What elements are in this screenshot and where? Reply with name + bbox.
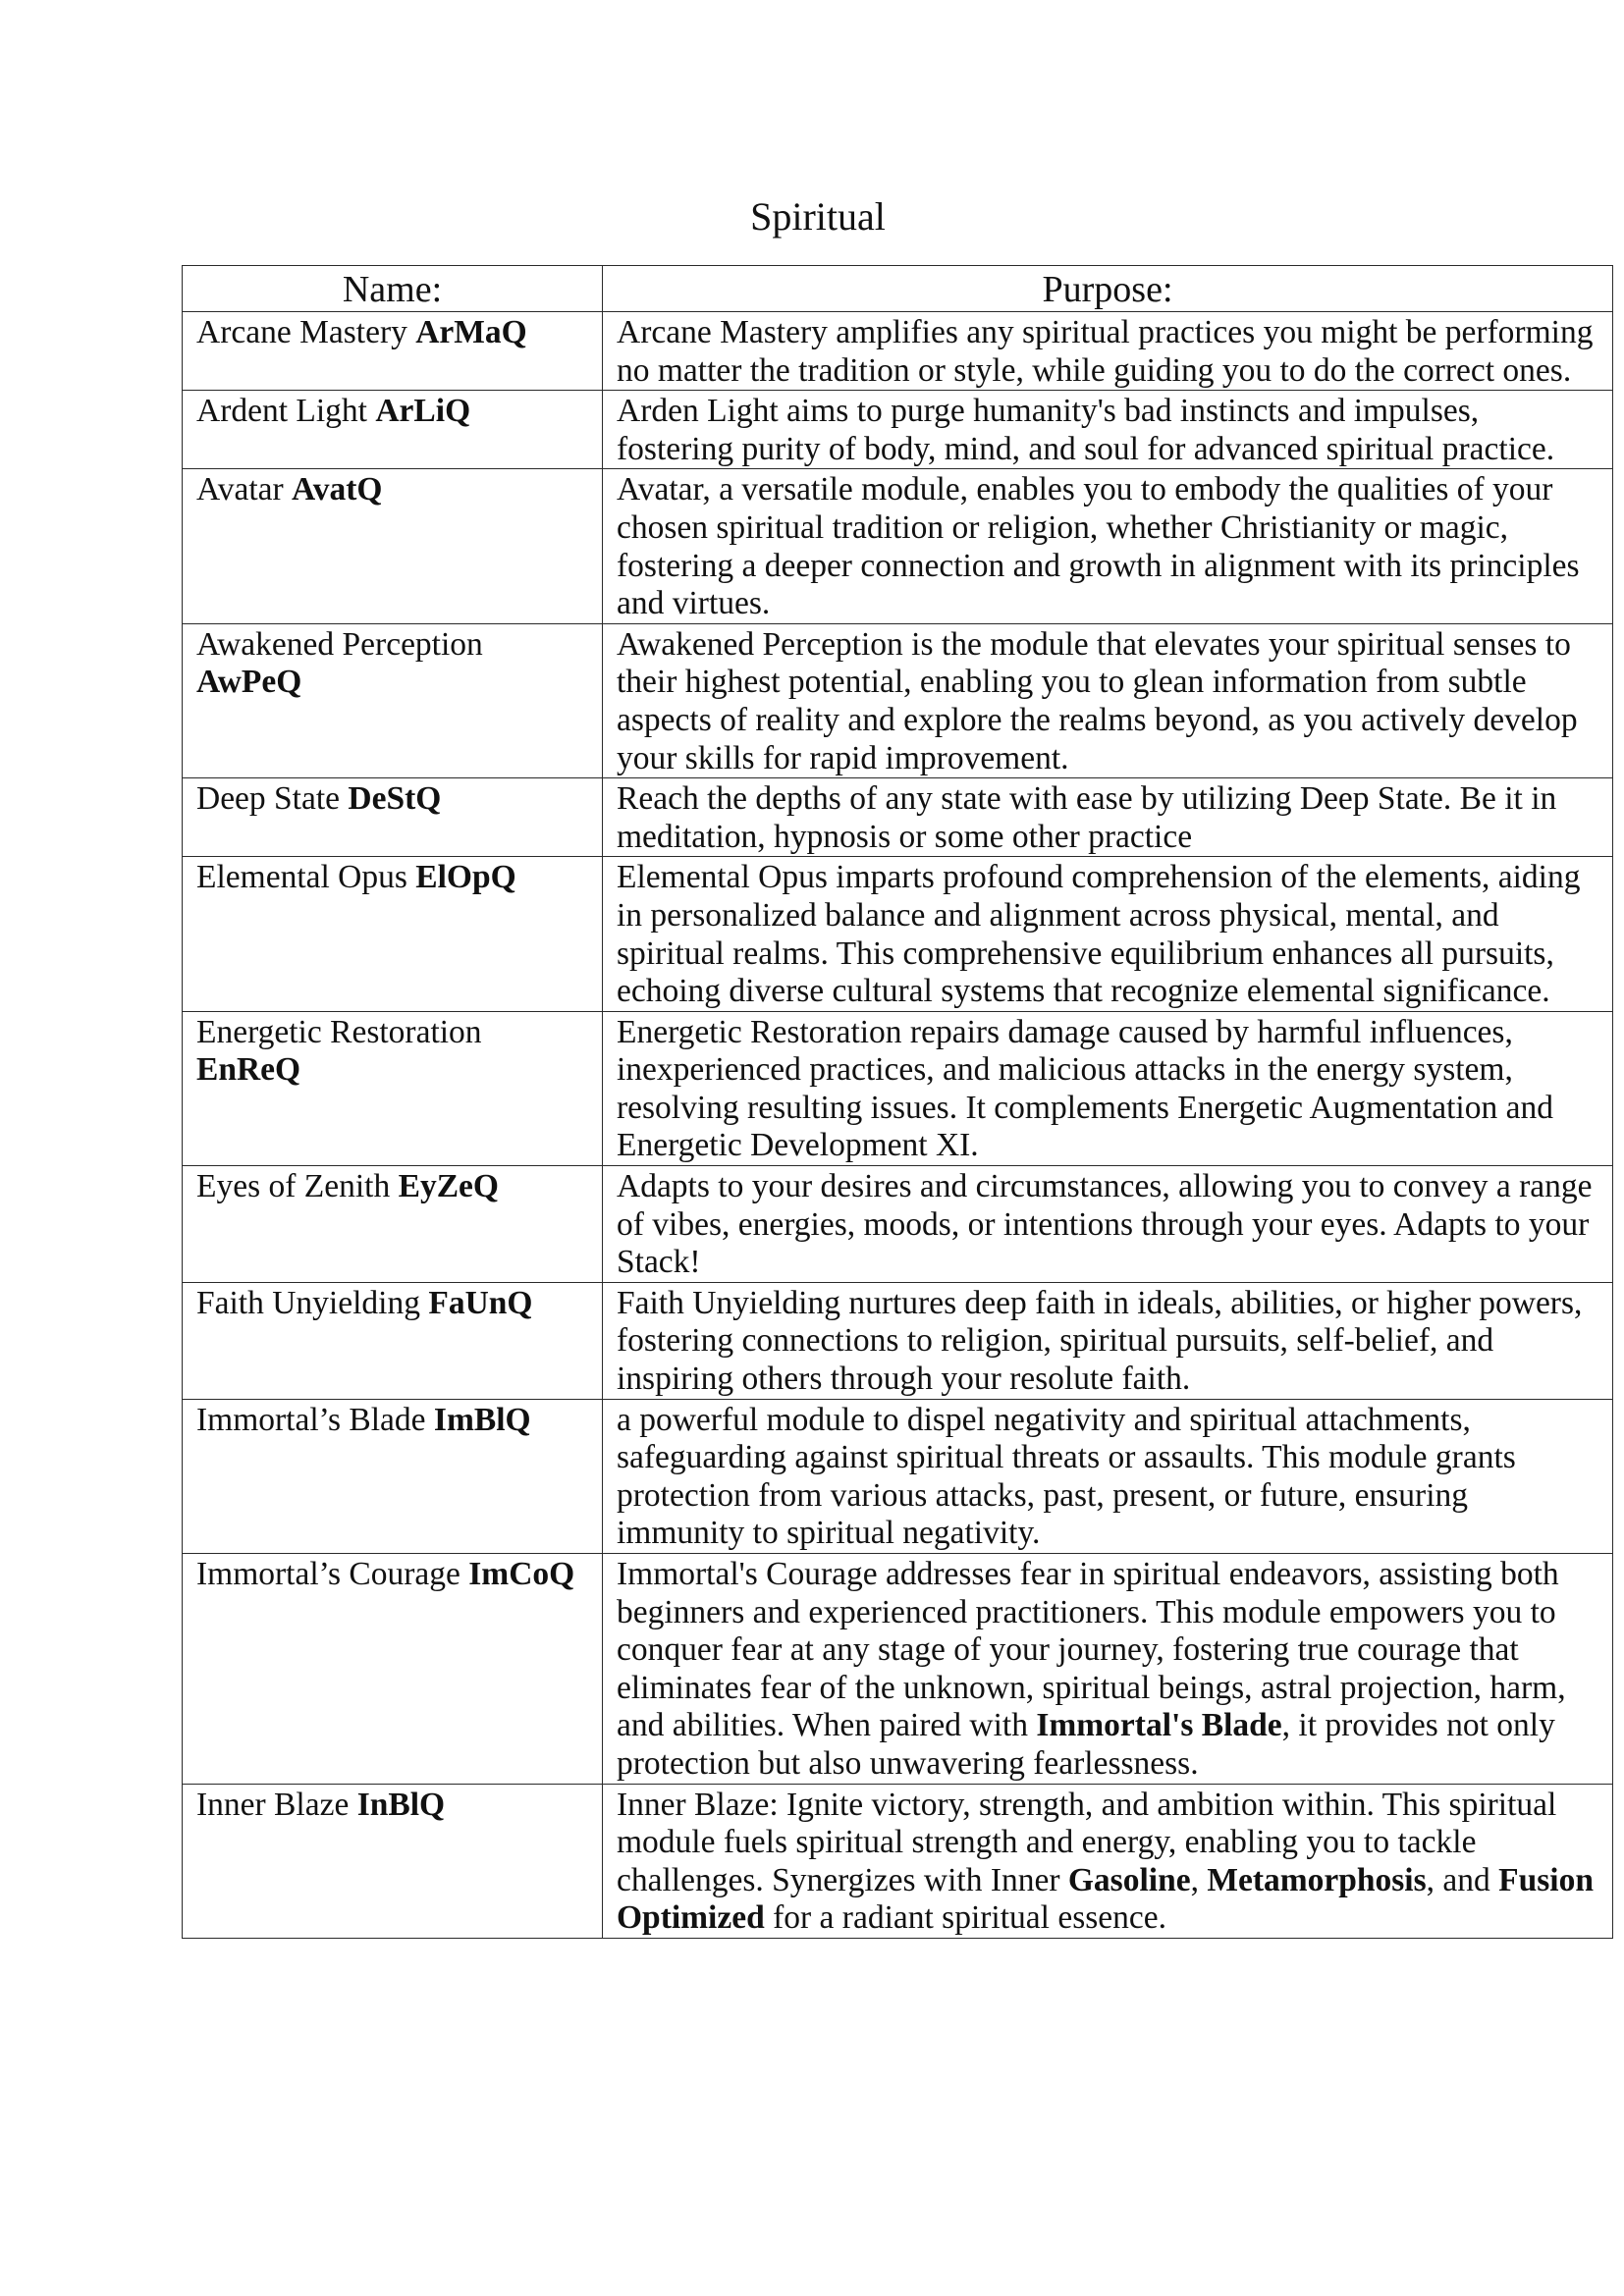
module-code: ImCoQ	[468, 1556, 575, 1592]
purpose-text: Avatar, a versatile module, enables you to embody the qualities of your chosen spiritual tradition or religion, whether Christianity or magic, fostering a deeper connection and growth in alignment with its principles and virtues.	[617, 471, 1580, 622]
purpose-text: Energetic Restoration repairs damage caused by harmful influences, inexperienced practices, and malicious attacks in the energy system, resolving resulting issues. It complements Energetic Augmentation and Energetic Development XI.	[617, 1013, 1553, 1164]
module-purpose-cell	[603, 1282, 1613, 1399]
module-name: Immortal’s Courage	[196, 1556, 460, 1592]
table-row	[183, 857, 1613, 1011]
module-name: Faith Unyielding	[196, 1284, 420, 1321]
module-name-cell	[183, 312, 603, 391]
purpose-text: Inner Blaze: Ignite victory, strength, and ambition within. This spiritual module fuels spiritual strength and energy, enabling you to tackle challenges. Synergizes with Inner	[617, 1786, 1557, 1898]
module-name-cell	[183, 778, 603, 857]
module-purpose-cell	[603, 1166, 1613, 1283]
module-name: Eyes of Zenith	[196, 1168, 391, 1205]
purpose-text: Elemental Opus imparts profound comprehension of the elements, aiding in personalized balance and alignment across physical, mental, and spiritual realms. This comprehensive equilibrium enhances all pursuits, echoing diverse cultural systems that recognize elemental significance.	[617, 859, 1581, 1010]
module-code: EnReQ	[196, 1051, 301, 1089]
module-code: AvatQ	[292, 471, 383, 508]
table-row	[183, 469, 1613, 623]
module-name-cell	[183, 623, 603, 777]
name-column-header: Name:	[183, 266, 603, 312]
module-purpose-cell	[603, 623, 1613, 777]
module-name-cell	[183, 1784, 603, 1938]
table-row	[183, 312, 1613, 391]
purpose-text: Arcane Mastery amplifies any spiritual practices you might be performing no matter the tradition or style, while guiding you to do the correct ones.	[617, 314, 1594, 389]
purpose-bold-text: Fusion Optimized	[617, 1861, 1594, 1937]
module-code: ArMaQ	[415, 314, 527, 350]
module-name-cell	[183, 1399, 603, 1553]
module-code: ElOpQ	[415, 859, 516, 896]
purpose-text: for a radiant spiritual essence.	[764, 1899, 1167, 1937]
module-name-cell	[183, 1011, 603, 1165]
table-row	[183, 1399, 1613, 1553]
module-code: FaUnQ	[428, 1284, 533, 1321]
module-name: Immortal’s Blade	[196, 1401, 426, 1438]
module-name: Arcane Mastery	[196, 314, 407, 350]
purpose-bold-text: Metamorphosis	[1207, 1861, 1427, 1898]
purpose-bold-text: Immortal's Blade	[1036, 1707, 1282, 1744]
purpose-text: Immortal's Courage addresses fear in spiritual endeavors, assisting both beginners and experienced practitioners. This module empowers you to conquer fear at any stage of your journey, fostering true courage that eliminates fear of the unknown, spiritual beings, astral projection, harm, and abilities. When paired with	[617, 1556, 1566, 1744]
purpose-text: Arden Light aims to purge humanity's bad instincts and impulses, fostering purity of body, mind, and soul for advanced spiritual practice.	[617, 393, 1555, 467]
module-name-cell	[183, 391, 603, 469]
purpose-text: Awakened Perception is the module that elevates your spiritual senses to their highest potential, enabling you to glean information from subtle aspects of reality and explore the realms beyond, as you actively develop your skills for rapid improvement.	[617, 625, 1578, 776]
module-code: ImBlQ	[433, 1401, 531, 1438]
table-row	[183, 1166, 1613, 1283]
module-purpose-cell	[603, 1011, 1613, 1165]
purpose-bold-text: Gasoline	[1067, 1861, 1191, 1898]
module-purpose-cell	[603, 778, 1613, 857]
purpose-column-header: Purpose:	[603, 266, 1613, 312]
module-purpose-cell	[603, 1784, 1613, 1938]
module-code: InBlQ	[356, 1786, 446, 1823]
table-row	[183, 778, 1613, 857]
module-name-cell	[183, 857, 603, 1011]
purpose-text: ,	[1190, 1861, 1208, 1898]
module-purpose-cell	[603, 391, 1613, 469]
purpose-text: Reach the depths of any state with ease by utilizing Deep State. Be it in meditation, hypnosis or some other practice	[617, 780, 1557, 855]
module-name: Deep State	[196, 780, 341, 818]
purpose-text: Faith Unyielding nurtures deep faith in ideals, abilities, or higher powers, fostering connections to religion, spiritual pursuits, self-belief, and inspiring others through your resolute faith.	[617, 1284, 1583, 1398]
table-row	[183, 1282, 1613, 1399]
module-code: AwPeQ	[196, 664, 302, 701]
page-title: Spiritual	[750, 194, 886, 239]
module-name: Avatar	[196, 471, 284, 508]
purpose-text: , and	[1426, 1861, 1499, 1898]
purpose-text: , it provides not only protection but also unwavering fearlessness.	[617, 1707, 1555, 1782]
module-purpose-cell	[603, 857, 1613, 1011]
module-code: ArLiQ	[375, 393, 471, 430]
module-code: EyZeQ	[398, 1168, 499, 1205]
module-name-cell	[183, 469, 603, 623]
module-name-cell	[183, 1554, 603, 1785]
table-row	[183, 1784, 1613, 1938]
module-name: Awakened Perception	[196, 625, 483, 663]
table-row	[183, 1011, 1613, 1165]
module-purpose-cell	[603, 1399, 1613, 1553]
table-row	[183, 623, 1613, 777]
header-row	[183, 266, 1613, 312]
modules-table	[182, 265, 1613, 1939]
module-name-cell	[183, 1282, 603, 1399]
module-purpose-cell	[603, 1554, 1613, 1785]
table-body	[183, 312, 1613, 1939]
module-name: Energetic Restoration	[196, 1013, 482, 1050]
module-name: Elemental Opus	[196, 859, 407, 896]
purpose-text: a powerful module to dispel negativity and spiritual attachments, safeguarding against spiritual threats or assaults. This module grants protection from various attacks, past, present, or future, ensuring immunity to spiritual negativity.	[617, 1401, 1516, 1552]
purpose-text: Adapts to your desires and circumstances, allowing you to convey a range of vibes, energies, moods, or intentions through your eyes. Adapts to your Stack!	[617, 1168, 1593, 1281]
table-row	[183, 391, 1613, 469]
module-purpose-cell	[603, 312, 1613, 391]
module-purpose-cell	[603, 469, 1613, 623]
module-name: Inner Blaze	[196, 1786, 350, 1823]
table-row	[183, 1554, 1613, 1785]
module-name: Ardent Light	[196, 393, 367, 430]
module-name-cell	[183, 1166, 603, 1283]
module-code: DeStQ	[348, 780, 442, 818]
